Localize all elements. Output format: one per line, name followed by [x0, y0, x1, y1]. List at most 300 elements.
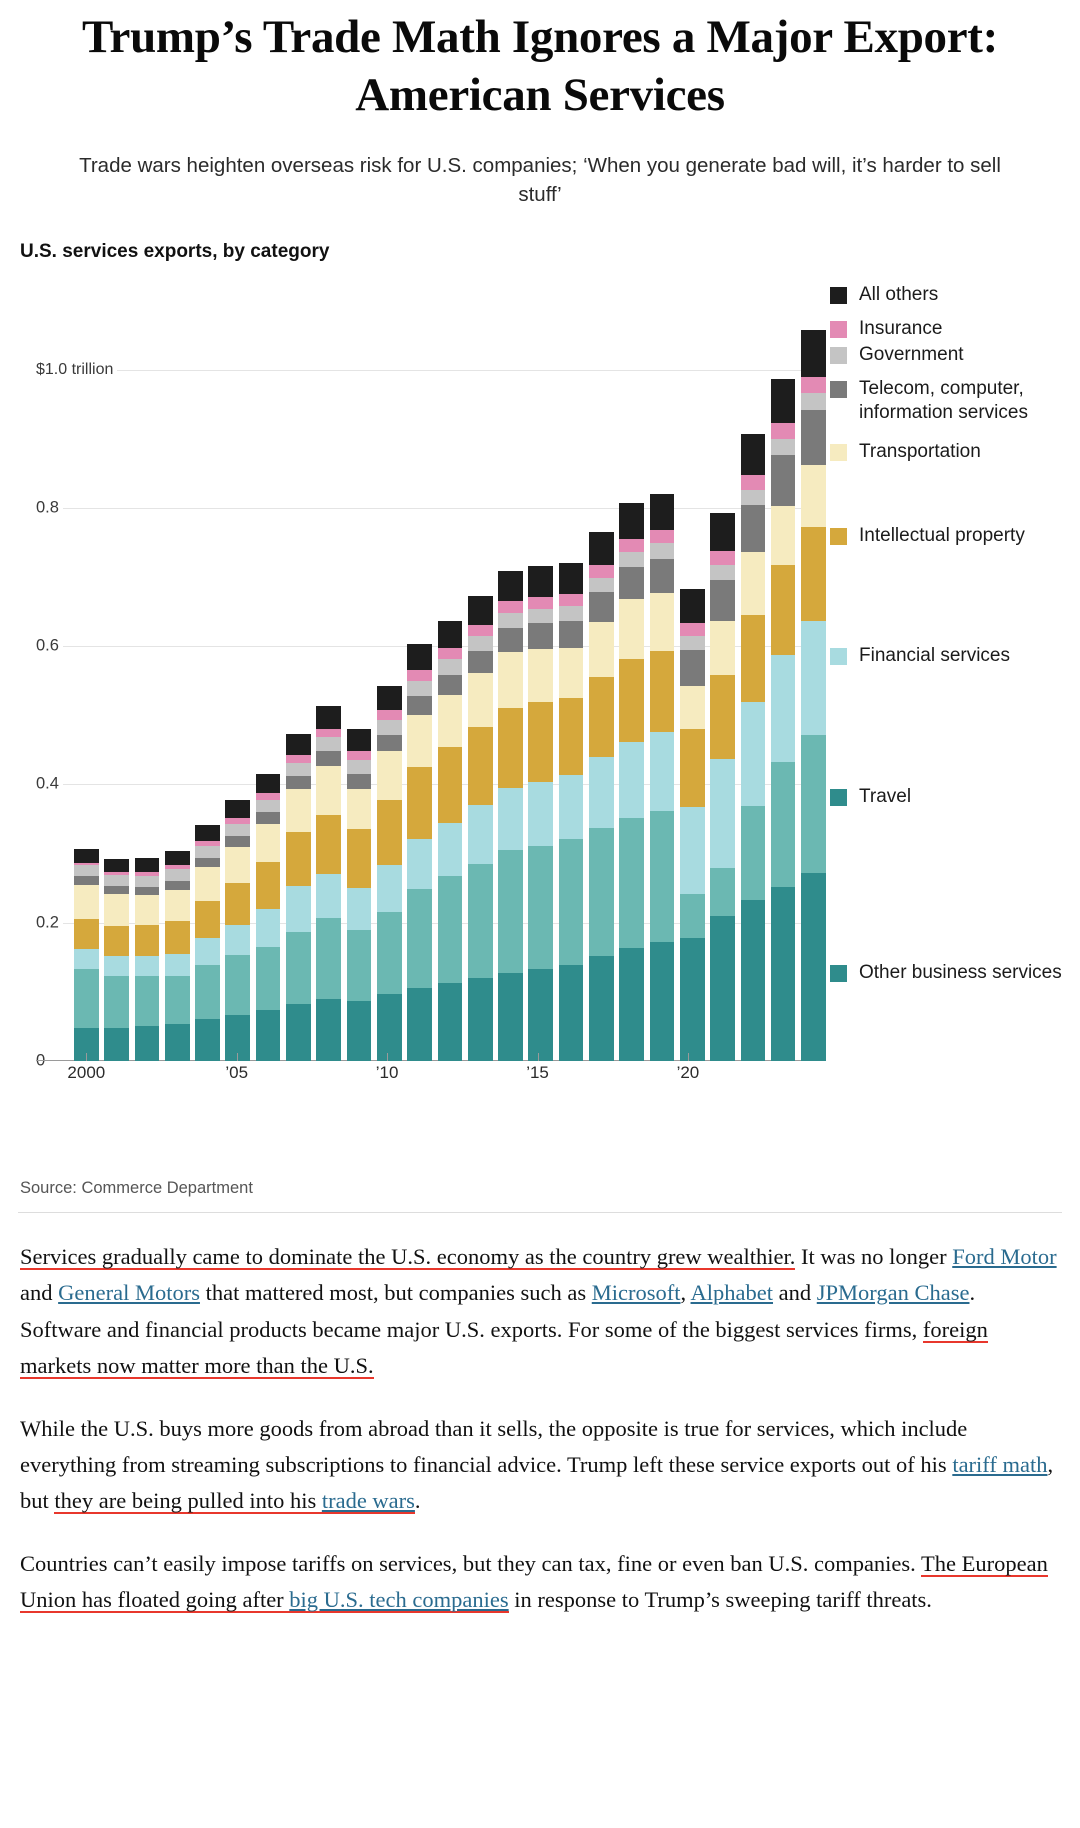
bar-segment	[104, 926, 129, 956]
bar-segment	[498, 850, 523, 973]
bar-segment	[741, 552, 766, 615]
bar-segment	[438, 695, 463, 748]
bar-segment	[741, 475, 766, 490]
bar-segment	[165, 954, 190, 975]
legend-label: Financial services	[859, 644, 1010, 666]
y-axis-tick-label: 0.6	[36, 637, 63, 656]
bar-segment	[680, 894, 705, 938]
bar-segment	[377, 994, 402, 1060]
bar-segment	[528, 846, 553, 969]
body-text-run: ,	[680, 1280, 691, 1306]
legend-item	[830, 961, 1062, 985]
bar-segment	[256, 1010, 281, 1060]
bar-segment	[316, 815, 341, 874]
chart-bar	[498, 301, 523, 1061]
bar-segment	[801, 527, 826, 620]
body-text-run: , but	[20, 1451, 1054, 1514]
inline-link[interactable]: Alphabet	[690, 1280, 774, 1306]
chart-bar	[74, 301, 99, 1061]
bar-segment	[559, 775, 584, 839]
bar-segment	[468, 673, 493, 727]
divider	[18, 1212, 1062, 1213]
chart-bar	[650, 301, 675, 1061]
bar-segment	[801, 330, 826, 377]
bar-segment	[801, 410, 826, 465]
x-axis-tick-mark	[688, 1053, 689, 1061]
body-text-run: and	[773, 1280, 817, 1306]
chart-x-axis	[67, 1062, 1062, 1093]
bar-segment	[225, 824, 250, 836]
bar-segment	[316, 737, 341, 751]
bar-segment	[347, 751, 372, 760]
bar-segment	[286, 776, 311, 789]
bar-segment	[377, 912, 402, 995]
bar-segment	[316, 918, 341, 998]
bar-segment	[286, 763, 311, 776]
bar-segment	[104, 886, 129, 894]
legend-label: Government	[859, 343, 964, 365]
body-text-run: While the U.S. buys more goods from abroad than it sells, the opposite is true for services, which include everything from streaming subscriptions to financial advice. Trump left these service exports out of his	[20, 1415, 968, 1477]
bar-segment	[468, 727, 493, 805]
bar-segment	[680, 636, 705, 650]
legend-swatch	[830, 444, 847, 461]
chart-bar	[710, 301, 735, 1061]
bar-segment	[407, 889, 432, 987]
bar-segment	[498, 708, 523, 788]
bar-segment	[619, 742, 644, 818]
x-axis-tick-mark	[86, 1053, 87, 1061]
article-page	[0, 8, 1080, 1619]
chart-plot-area	[36, 301, 826, 1061]
bar-segment	[589, 592, 614, 622]
bar-segment	[468, 864, 493, 978]
inline-link[interactable]: tariff math	[952, 1451, 1048, 1477]
bar-segment	[498, 788, 523, 850]
bar-segment	[771, 439, 796, 455]
x-axis-tick-label: ’05	[225, 1062, 249, 1082]
bar-segment	[286, 734, 311, 755]
bar-segment	[316, 729, 341, 737]
legend-swatch	[830, 321, 847, 338]
bar-segment	[468, 636, 493, 651]
y-axis-tick-label: 0.8	[36, 499, 63, 518]
bar-segment	[74, 949, 99, 969]
legend-swatch	[830, 965, 847, 982]
legend-label: Other business services	[859, 961, 1062, 983]
bar-segment	[165, 976, 190, 1024]
bar-segment	[195, 867, 220, 901]
chart-bar	[619, 301, 644, 1061]
bar-segment	[165, 1024, 190, 1061]
x-axis-tick-label: ’15	[526, 1062, 549, 1082]
bar-segment	[407, 696, 432, 715]
services-exports-chart	[18, 273, 1062, 1173]
bar-segment	[680, 729, 705, 806]
legend-item	[830, 524, 1025, 548]
bar-segment	[256, 947, 281, 1011]
bar-segment	[286, 832, 311, 886]
bar-segment	[377, 751, 402, 799]
bar-segment	[680, 807, 705, 894]
bar-segment	[710, 759, 735, 868]
body-text-run: that mattered most, but companies such as	[199, 1280, 592, 1306]
chart-bar	[801, 301, 826, 1061]
bar-segment	[468, 625, 493, 636]
legend-item	[830, 377, 1062, 425]
body-text-run: It was no longer	[795, 1243, 953, 1269]
page-title: Trump’s Trade Math Ignores a Major Export: American Services	[81, 11, 999, 122]
bar-segment	[498, 601, 523, 613]
bar-segment	[256, 800, 281, 812]
bar-segment	[619, 567, 644, 599]
body-text-run: and	[20, 1280, 59, 1306]
bar-segment	[468, 651, 493, 673]
bar-segment	[256, 862, 281, 909]
bar-segment	[347, 760, 372, 775]
x-axis-tick-label: ’10	[375, 1062, 399, 1082]
bar-segment	[74, 919, 99, 949]
bar-segment	[741, 505, 766, 552]
bar-segment	[225, 836, 250, 846]
bar-segment	[650, 732, 675, 811]
legend-label: Intellectual property	[859, 524, 1025, 546]
bar-segment	[741, 702, 766, 806]
bar-segment	[771, 423, 796, 439]
article-body	[20, 1239, 1060, 1619]
chart-bar	[225, 301, 250, 1061]
bar-segment	[347, 789, 372, 829]
bar-segment	[407, 670, 432, 680]
bar-segment	[528, 597, 553, 609]
chart-title: U.S. services exports, by category	[20, 240, 330, 262]
bar-segment	[741, 615, 766, 702]
body-text-run: Countries can’t easily impose tariffs on services, but they can tax, fine or even ban U.S. companies.	[20, 1550, 922, 1576]
chart-bar	[347, 301, 372, 1061]
bar-segment	[407, 644, 432, 670]
bar-segment	[438, 621, 463, 649]
bar-segment	[619, 948, 644, 1061]
bar-segment	[771, 762, 796, 886]
bar-segment	[286, 755, 311, 763]
bar-segment	[438, 659, 463, 674]
highlighted-text: The European Union has floated going after	[20, 1550, 1048, 1613]
y-axis-tick-label	[36, 1051, 49, 1070]
bar-segment	[256, 909, 281, 947]
bar-segment	[135, 976, 160, 1026]
bar-segment	[135, 956, 160, 975]
bar-segment	[771, 887, 796, 1061]
bar-segment	[680, 623, 705, 636]
bar-segment	[165, 869, 190, 881]
bar-segment	[195, 846, 220, 858]
chart-bar	[680, 301, 705, 1061]
bar-segment	[619, 659, 644, 742]
bar-segment	[650, 543, 675, 558]
chart-bar	[407, 301, 432, 1061]
bar-segment	[104, 956, 129, 976]
bar-segment	[468, 805, 493, 864]
bar-segment	[589, 532, 614, 566]
legend-swatch	[830, 528, 847, 545]
bar-segment	[104, 1028, 129, 1061]
bar-segment	[619, 503, 644, 539]
bar-segment	[680, 938, 705, 1061]
bar-segment	[316, 874, 341, 918]
bar-segment	[801, 621, 826, 735]
bar-segment	[710, 565, 735, 580]
bar-segment	[256, 812, 281, 824]
bar-segment	[771, 565, 796, 655]
inline-link[interactable]: JPMorgan Chase	[816, 1280, 970, 1306]
bar-segment	[377, 800, 402, 865]
bar-segment	[801, 873, 826, 1061]
legend-label: Transportation	[859, 440, 981, 462]
bar-segment	[710, 621, 735, 674]
y-axis-tick-label: $1.0 trillion	[36, 361, 117, 379]
bar-segment	[347, 729, 372, 751]
bar-segment	[650, 651, 675, 732]
bar-segment	[559, 606, 584, 621]
bar-segment	[559, 965, 584, 1061]
inline-link[interactable]: big U.S. tech companies	[289, 1587, 509, 1613]
chart-bar	[104, 301, 129, 1061]
bar-segment	[74, 969, 99, 1028]
bar-segment	[498, 973, 523, 1061]
bar-segment	[559, 621, 584, 648]
bar-segment	[468, 596, 493, 625]
bar-segment	[589, 677, 614, 757]
chart-bar	[468, 301, 493, 1061]
bar-segment	[347, 774, 372, 789]
bar-segment	[710, 868, 735, 916]
bar-segment	[316, 766, 341, 814]
bar-segment	[377, 865, 402, 912]
y-axis-tick-label: 0.4	[36, 775, 63, 794]
bar-segment	[195, 901, 220, 938]
highlighted-text: they are being pulled into his	[54, 1488, 322, 1514]
bar-segment	[710, 551, 735, 566]
bar-segment	[619, 539, 644, 551]
legend-swatch	[830, 789, 847, 806]
bar-segment	[195, 858, 220, 868]
bar-segment	[528, 649, 553, 702]
bar-segment	[528, 609, 553, 624]
bar-segment	[559, 839, 584, 965]
bar-segment	[195, 938, 220, 964]
y-axis-tick-label: 0.2	[36, 913, 63, 932]
bar-segment	[135, 1026, 160, 1061]
bar-segment	[286, 886, 311, 932]
bar-segment	[650, 559, 675, 594]
bar-segment	[438, 876, 463, 983]
bar-segment	[650, 530, 675, 543]
bar-segment	[407, 767, 432, 839]
article-paragraph	[20, 1239, 1060, 1385]
article-paragraph	[20, 1411, 1060, 1520]
chart-bar	[438, 301, 463, 1061]
bar-segment	[74, 885, 99, 920]
legend-label: Insurance	[859, 317, 943, 339]
bar-segment	[225, 883, 250, 925]
bar-segment	[741, 900, 766, 1060]
bar-segment	[498, 652, 523, 707]
bar-segment	[225, 925, 250, 955]
x-axis-tick-label: 2000	[67, 1062, 106, 1082]
inline-link[interactable]: Ford Motor	[952, 1243, 1057, 1269]
bar-segment	[528, 969, 553, 1061]
bar-segment	[771, 379, 796, 423]
bar-segment	[347, 829, 372, 888]
bar-segment	[771, 655, 796, 762]
bar-segment	[528, 623, 553, 649]
body-text-run: .	[414, 1488, 421, 1514]
bar-segment	[438, 823, 463, 876]
bar-segment	[407, 839, 432, 889]
chart-bar	[286, 301, 311, 1061]
chart-bar	[771, 301, 796, 1061]
bar-segment	[135, 887, 160, 895]
bar-segment	[165, 881, 190, 890]
bar-segment	[589, 622, 614, 677]
bar-segment	[347, 930, 372, 1001]
bar-segment	[377, 720, 402, 735]
legend-item	[830, 317, 942, 341]
bar-segment	[741, 806, 766, 901]
bar-segment	[771, 506, 796, 565]
bar-segment	[195, 1019, 220, 1060]
bar-segment	[74, 865, 99, 876]
bar-segment	[407, 988, 432, 1061]
x-axis-tick-label: ’20	[676, 1062, 700, 1082]
bar-segment	[801, 393, 826, 410]
bar-segment	[195, 825, 220, 841]
bar-segment	[135, 858, 160, 872]
body-text-run: in response to Trump’s sweeping tariff threats.	[508, 1587, 932, 1613]
bar-segment	[377, 735, 402, 752]
bar-segment	[680, 650, 705, 687]
chart-bar	[589, 301, 614, 1061]
bar-segment	[589, 578, 614, 593]
bar-segment	[498, 628, 523, 652]
chart-bars	[74, 301, 826, 1061]
x-axis-tick-mark	[237, 1053, 238, 1061]
bar-segment	[438, 983, 463, 1060]
bar-segment	[347, 1001, 372, 1060]
inline-link[interactable]: General Motors	[58, 1280, 200, 1306]
bar-segment	[225, 1015, 250, 1061]
bar-segment	[316, 706, 341, 729]
bar-segment	[225, 955, 250, 1015]
bar-segment	[528, 782, 553, 846]
bar-segment	[528, 566, 553, 597]
highlighted-text: Services gradually came to dominate the U.S. economy as the country grew wealthier.	[20, 1243, 796, 1269]
chart-bar	[195, 301, 220, 1061]
bar-segment	[104, 859, 129, 872]
bar-segment	[528, 702, 553, 782]
bar-segment	[135, 876, 160, 887]
bar-segment	[316, 999, 341, 1061]
bar-segment	[225, 847, 250, 883]
bar-segment	[559, 648, 584, 698]
inline-link[interactable]: trade wars	[321, 1488, 415, 1514]
bar-segment	[438, 675, 463, 695]
bar-segment	[195, 965, 220, 1020]
bar-segment	[498, 613, 523, 628]
bar-segment	[165, 921, 190, 954]
bar-segment	[256, 824, 281, 862]
bar-segment	[710, 513, 735, 551]
bar-segment	[801, 735, 826, 873]
bar-segment	[589, 757, 614, 827]
x-axis-tick-mark	[538, 1053, 539, 1061]
article-paragraph	[20, 1546, 1060, 1619]
bar-segment	[680, 589, 705, 623]
legend-item	[830, 440, 981, 464]
bar-segment	[104, 894, 129, 926]
bar-segment	[741, 490, 766, 505]
legend-swatch	[830, 381, 847, 398]
chart-source: Source: Commerce Department	[20, 1178, 253, 1197]
chart-bar	[377, 301, 402, 1061]
bar-segment	[316, 751, 341, 766]
bar-segment	[619, 599, 644, 658]
chart-bar	[256, 301, 281, 1061]
bar-segment	[589, 565, 614, 577]
bar-segment	[498, 571, 523, 601]
bar-segment	[135, 925, 160, 956]
bar-segment	[589, 828, 614, 957]
highlighted-text: foreign markets now matter more than the U.S.	[20, 1316, 988, 1379]
bar-segment	[589, 956, 614, 1060]
bar-segment	[377, 710, 402, 720]
bar-segment	[650, 942, 675, 1061]
bar-segment	[165, 890, 190, 921]
bar-segment	[650, 494, 675, 531]
bar-segment	[801, 377, 826, 394]
legend-item	[830, 785, 911, 809]
legend-swatch	[830, 648, 847, 665]
bar-segment	[650, 593, 675, 651]
bar-segment	[559, 594, 584, 606]
legend-item	[830, 644, 1010, 668]
bar-segment	[225, 800, 250, 818]
bar-segment	[741, 434, 766, 475]
chart-bar	[559, 301, 584, 1061]
bar-segment	[710, 580, 735, 621]
bar-segment	[377, 686, 402, 710]
bar-segment	[559, 698, 584, 775]
chart-bar	[528, 301, 553, 1061]
legend-label: Telecom, computer, information services	[859, 377, 1028, 423]
article-dek: Trade wars heighten overseas risk for U.S. companies; ‘When you generate bad will, it’s harder to sell stuff’	[79, 153, 1001, 206]
bar-segment	[650, 811, 675, 942]
chart-bar	[135, 301, 160, 1061]
inline-link[interactable]: Microsoft	[591, 1280, 681, 1306]
bar-segment	[468, 978, 493, 1061]
legend-label: Travel	[859, 785, 912, 807]
bar-segment	[407, 715, 432, 768]
chart-bar	[741, 301, 766, 1061]
bar-segment	[619, 552, 644, 567]
bar-segment	[407, 681, 432, 696]
bar-segment	[680, 686, 705, 729]
legend-item	[830, 343, 964, 367]
legend-swatch	[830, 347, 847, 364]
bar-segment	[710, 916, 735, 1060]
bar-segment	[74, 849, 99, 862]
bar-segment	[710, 675, 735, 759]
bar-segment	[286, 932, 311, 1005]
